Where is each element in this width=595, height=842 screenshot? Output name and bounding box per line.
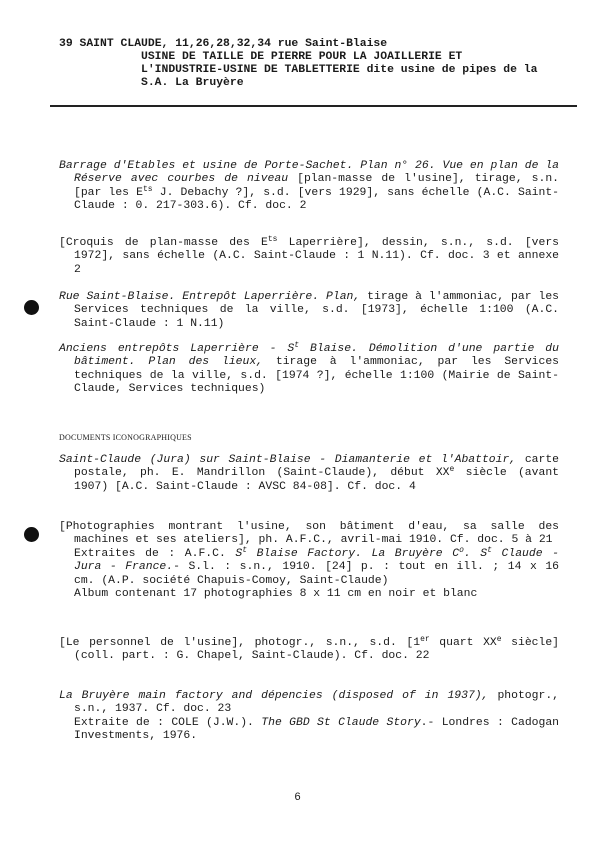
notice-title: 39 SAINT CLAUDE, 11,26,28,32,34 rue Saint-Blaise	[59, 38, 388, 50]
icono-entry-2: [Photographies montrant l'usine, son bâtiment d'eau, sa salle des machines et ses ateliers], ph. A.F.C., avril-mai 1910. Cf. doc. 5 à 21 Extraites de : A.F.C. $S^t$ Blaise Factory. La Bruyère $C^o$. $S^t$ Claude - Jura - France.- S.l. : s.n., 1910. [24] p. : tout en ill. ; 14 x 16 cm. (A.P. société Chapuis-Comoy, Saint-Claude) Album contenant 17 photographies 8 x 11 cm en noir et blanc	[59, 521, 559, 601]
header-divider	[50, 105, 577, 107]
source-entry-2: [Croquis de plan-masse des $E^{ts}$ Laperrière], dessin, s.n., s.d. [vers 1972], sans échelle (A.C. Saint-Claude : 1 N.11). Cf. doc. 3 et annexe 2	[59, 235, 559, 276]
source-entry-3: Rue Saint-Blaise. Entrepôt Laperrière. Plan, tirage à l'ammoniac, par les Services techniques de la ville, s.d. [1973], échelle 1:100 (A.C. Saint-Claude : 1 N.11)	[59, 291, 560, 330]
notice-header	[59, 38, 569, 90]
icono-entry-1: Saint-Claude (Jura) sur Saint-Blaise - Diamanterie et l'Abattoir, carte postale, ph. E. Mandrillon (Saint-Claude), début XXe siècle (avant 1907) [A.C. Saint-Claude : AVSC 84-08]. Cf. doc. 4	[59, 454, 560, 493]
bullet-marker	[24, 300, 39, 315]
source-entry-4: Anciens entrepôts Laperrière - $S^t$ Blaise. Démolition d'une partie du bâtiment. Plan des lieux, tirage à l'ammoniac, par les Services techniques de la ville, s.d. [1974 ?], échelle 1:100 (Mairie de Saint-Claude, Services techniques)	[59, 341, 560, 396]
source-entry-1: Barrage d'Etables et usine de Porte-Sachet. Plan n° 26. Vue en plan de la Réserve avec courbes de niveau [plan-masse de l'usine], tirage, s.n. [par les $E^{ts}$ J. Debachy ?], s.d. [vers 1929], sans échelle (A.C. Saint-Claude : 0. 217-303.6). Cf. doc. 2	[59, 160, 559, 213]
section-heading: DOCUMENTS ICONOGRAPHIQUES	[59, 433, 192, 442]
icono-entry-3: [Le personnel de l'usine], photogr., s.n., s.d. [1er quart XXe siècle] (coll. part. : G. Chapel, Saint-Claude). Cf. doc. 22	[59, 635, 560, 663]
page-number: 6	[294, 792, 301, 804]
notice-subtitle: USINE DE TAILLE DE PIERRE POUR LA JOAILLERIE ET L'INDUSTRIE-USINE DE TABLETTERIE dite usine de pipes de la S.A. La Bruyère	[141, 51, 538, 89]
icono-entry-4: La Bruyère main factory and dépencies (disposed of in 1937), photogr., s.n., 1937. Cf. doc. 23 Extraite de : COLE (J.W.). The GBD St Claude Story.- Londres : Cadogan Investments, 1976.	[59, 690, 560, 743]
bullet-marker	[24, 527, 39, 542]
